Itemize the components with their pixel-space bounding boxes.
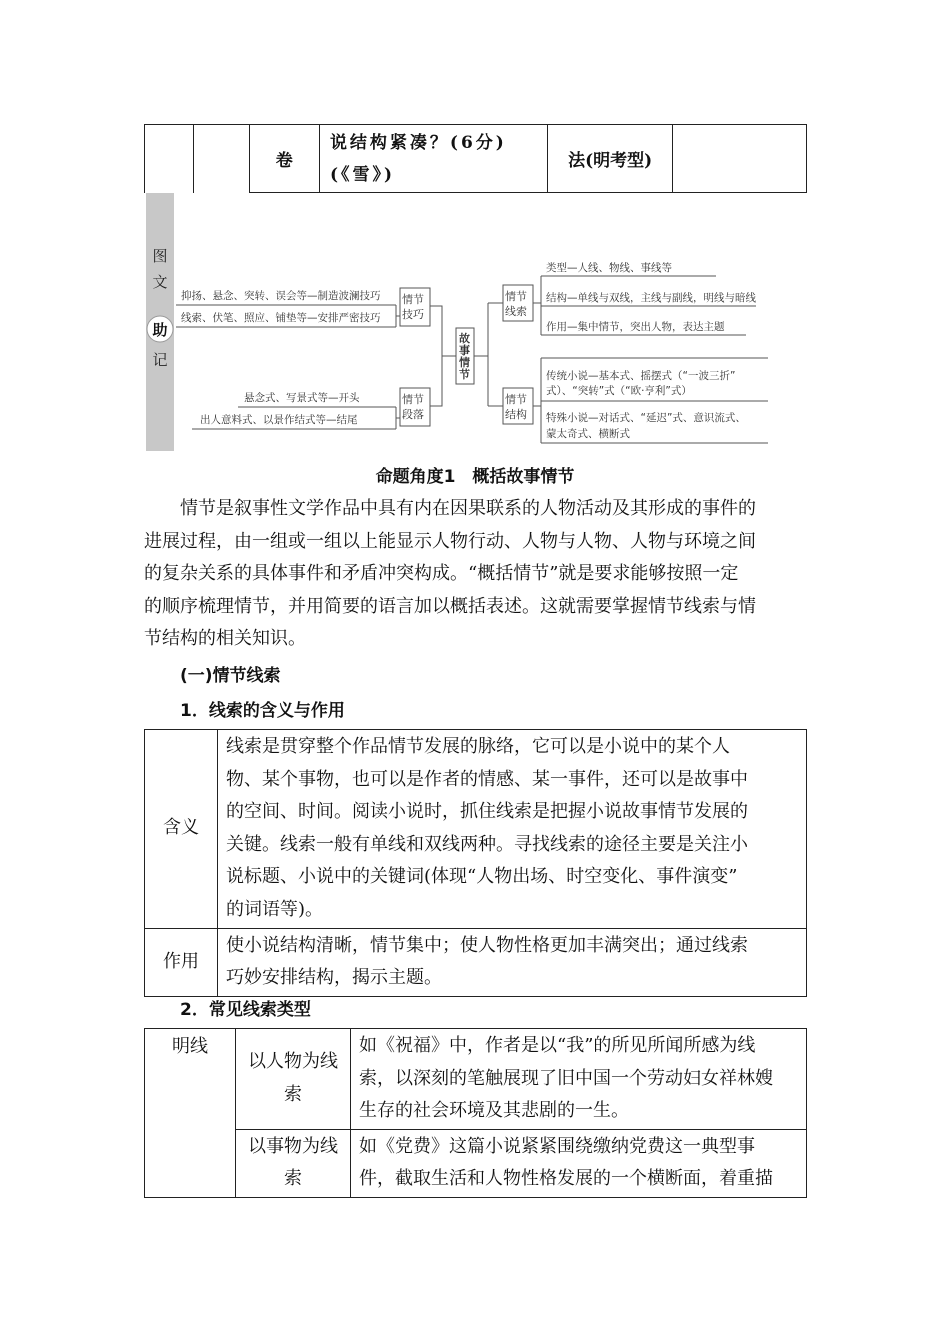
- type-cell: [236, 1029, 351, 1130]
- paragraph-box-line: 情节: [402, 393, 424, 406]
- structure-box-line: 情节: [505, 393, 527, 406]
- side-label-char: 文: [152, 273, 168, 291]
- structure-box: [505, 392, 531, 421]
- desc-line: 件，截取生活和人物性格发展的一个横断面，着重描: [359, 1168, 773, 1190]
- side-label-char: 记: [152, 351, 168, 369]
- side-label-char: 图: [152, 247, 168, 265]
- heading-2: 2．常见线索类型: [180, 1000, 311, 1020]
- volume-cell: 卷: [249, 125, 319, 193]
- table-row: [145, 1029, 807, 1130]
- clue-box-line: 情节: [505, 290, 527, 303]
- structure-item: 蒙太奇式、横断式: [546, 428, 630, 440]
- clue-item: 作用—集中情节，突出人物，表达主题: [546, 321, 725, 333]
- row-content: [218, 730, 807, 929]
- desc-line: 生存的社会环境及其悲剧的一生。: [359, 1100, 629, 1122]
- structure-item: 传统小说—基本式、摇摆式（“一波三折”: [546, 370, 736, 382]
- content-line: 的空间、时间。阅读小说时，抓住线索是把握小说故事情节发展的: [226, 801, 748, 823]
- row-label: 含义: [145, 730, 218, 929]
- clue-box-line: 线索: [505, 305, 527, 318]
- intro-line: 的顺序梳理情节，并用简要的语言加以概括表述。这就需要掌握情节线索与情: [144, 595, 756, 617]
- content-line: 线索是贯穿整个作品情节发展的脉络，它可以是小说中的某个人: [226, 736, 730, 757]
- section-title: 命题角度1 概括故事情节: [375, 467, 575, 487]
- content-line: 说标题、小说中的关键词(体现“人物出场、时空变化、事件演变”: [226, 866, 738, 888]
- skills-box-line: 技巧: [402, 308, 424, 321]
- desc-line: 如《祝福》中，作者是以“我”的所见所闻所感为线: [359, 1035, 756, 1056]
- intro-line: 进展过程，由一组或一组以上能显示人物行动、人物与人物、人物与环境之间: [144, 530, 756, 552]
- heading-1: 1．线索的含义与作用: [180, 701, 345, 721]
- clue-item: 类型—人线、物线、事线等: [546, 262, 672, 274]
- type-line: 以事物为线: [248, 1135, 338, 1157]
- continued-table: [144, 124, 807, 193]
- definition-table: [144, 729, 807, 997]
- structure-box-line: 结构: [505, 408, 527, 421]
- intro-line: 节结构的相关知识。: [144, 628, 306, 650]
- skills-box-line: 情节: [402, 293, 424, 306]
- category-cell: 明线: [145, 1029, 236, 1198]
- type-line: 索: [284, 1083, 302, 1105]
- type-cell: [236, 1129, 351, 1197]
- empty-cell: [145, 125, 194, 193]
- skills-box: [402, 292, 428, 321]
- clue-item: 结构—单线与双线，主线与副线，明线与暗线: [546, 292, 756, 304]
- table-row: [145, 928, 807, 996]
- center-box-char: 情: [459, 356, 470, 369]
- desc-cell: [351, 1029, 807, 1130]
- method-cell: 法(明考型): [548, 125, 673, 193]
- structure-item: 式）、“突转”式（“欧·亨利”式）: [546, 385, 692, 397]
- skills-item: 抑扬、悬念、突转、误会等—制造波澜技巧: [181, 290, 381, 302]
- center-box-char: 事: [459, 344, 470, 357]
- sub-heading: (一)情节线索: [180, 666, 281, 686]
- intro-line: 的复杂关系的具体事件和矛盾冲突构成。“概括情节”就是要求能够按照一定: [144, 563, 739, 585]
- row-content: [218, 928, 807, 996]
- skills-item: 线索、伏笔、照应、铺垫等—安排严密技巧: [181, 312, 381, 324]
- question-cell: 说结构紧凑？(6分)(《雪》): [319, 125, 547, 193]
- content-line: 巧妙安排结构，揭示主题。: [226, 967, 442, 989]
- empty-cell: [673, 125, 807, 193]
- clue-types-table: [144, 1028, 807, 1198]
- content-line: 使小说结构清晰，情节集中；使人物性格更加丰满突出；通过线索: [226, 934, 748, 956]
- side-label-char: 助: [152, 321, 168, 339]
- desc-line: 如《党费》这篇小说紧紧围绕缴纳党费这一典型事: [359, 1135, 755, 1157]
- paragraph-box-line: 段落: [402, 408, 424, 421]
- intro-paragraph: [144, 493, 808, 656]
- paragraph-box: [402, 392, 428, 421]
- intro-line: 情节是叙事性文学作品中具有内在因果联系的人物活动及其形成的事件的: [180, 498, 756, 519]
- plot-mindmap: [146, 193, 772, 451]
- center-box-char: 故: [459, 332, 470, 345]
- center-box-char: 节: [459, 368, 470, 381]
- structure-item: 特殊小说—对话式、“延迟”式、意识流式、: [546, 412, 746, 424]
- content-line: 关键。线索一般有单线和双线两种。寻找线索的途径主要是关注小: [226, 833, 748, 855]
- row-label: 作用: [145, 928, 218, 996]
- table-row: [145, 730, 807, 929]
- content-line: 物、某个事物，也可以是作者的情感、某一事件，还可以是故事中: [226, 768, 748, 790]
- type-line: 以人物为线: [248, 1051, 338, 1073]
- table-row: [145, 1129, 807, 1197]
- desc-line: 索，以深刻的笔触展现了旧中国一个劳动妇女祥林嫂: [359, 1067, 773, 1089]
- content-line: 的词语等)。: [226, 898, 324, 920]
- clue-box: [505, 289, 531, 318]
- type-line: 索: [284, 1168, 302, 1190]
- empty-cell: [193, 125, 249, 193]
- paragraph-item: 悬念式、写景式等—开头: [244, 392, 360, 404]
- desc-cell: [351, 1129, 807, 1197]
- paragraph-item: 出人意料式、以景作结式等—结尾: [200, 414, 358, 426]
- center-box: [459, 331, 474, 381]
